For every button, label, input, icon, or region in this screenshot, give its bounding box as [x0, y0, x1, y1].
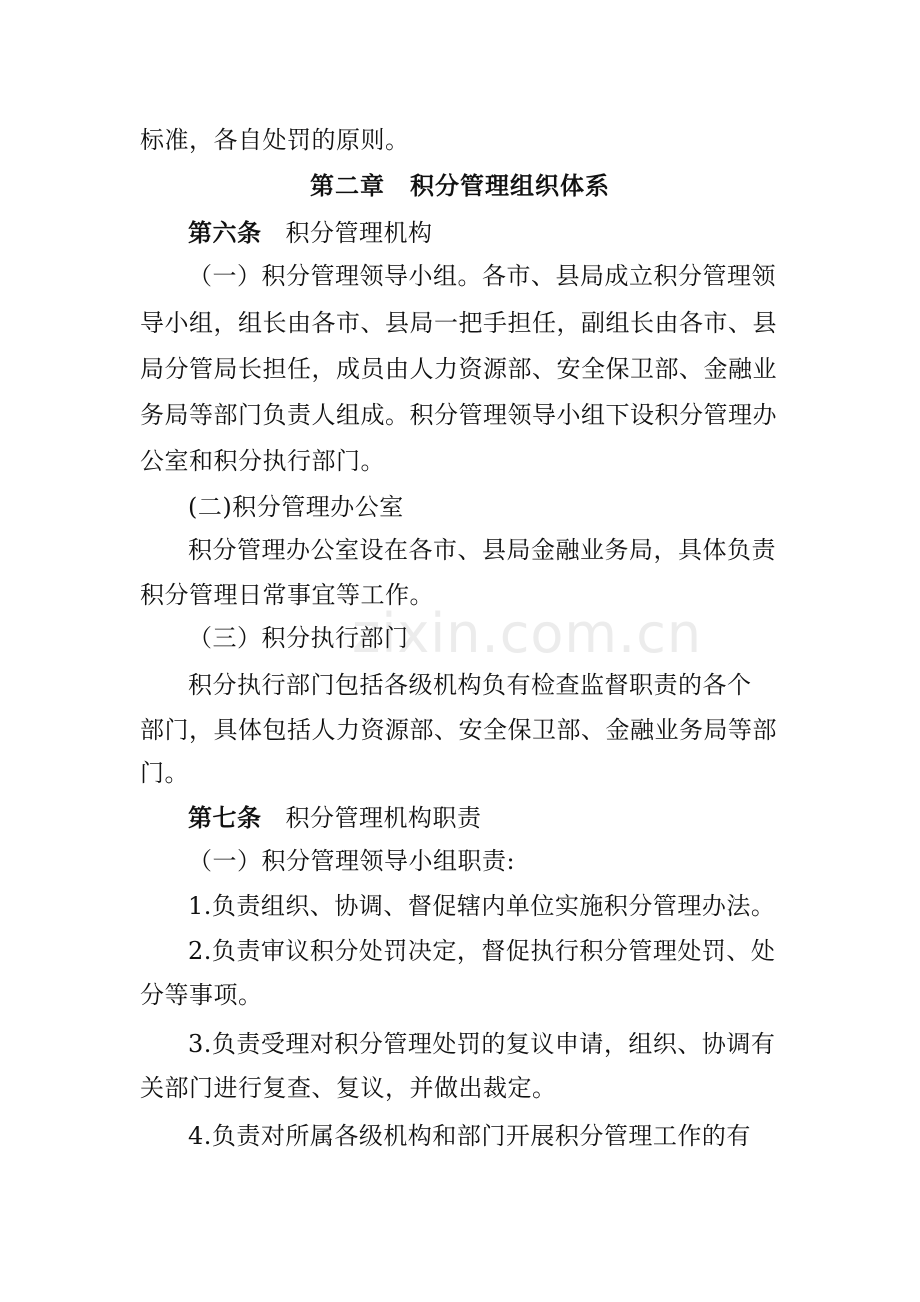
- article-7-sub1-heading: （一）积分管理领导小组职责:: [188, 847, 516, 875]
- article-6-p1-line-5: 公室和积分执行部门。: [140, 447, 385, 475]
- article-6-p3-heading: （三）积分执行部门: [188, 624, 409, 652]
- article-6-p3-line-2: 部门，具体包括人力资源部、安全保卫部、金融业务局等部: [140, 716, 777, 744]
- article-6-p1-line-3: 局分管局长担任，成员由人力资源部、安全保卫部、金融业: [140, 355, 777, 383]
- article-6-label: 第六条: [188, 219, 262, 247]
- article-7-item-3-line-2: 关部门进行复查、复议，并做出裁定。: [140, 1074, 557, 1102]
- article-6-p3-line-3: 门。: [140, 759, 189, 787]
- article-7-title: 积分管理机构职责: [285, 804, 482, 832]
- article-7-item-4-line-1: 4.负责对所属各级机构和部门开展积分管理工作的有: [188, 1122, 751, 1150]
- continuation-line: 标准，各自处罚的原则。: [140, 126, 410, 154]
- article-6-heading: [188, 218, 790, 248]
- article-7-item-3-line-1: 3.负责受理对积分管理处罚的复议申请，组织、协调有: [188, 1030, 776, 1058]
- article-6-title: 积分管理机构: [285, 219, 433, 247]
- article-6-p3-line-1: 积分执行部门包括各级机构负有检查监督职责的各个: [188, 671, 752, 699]
- article-6-p1-line-4: 务局等部门负责人组成。积分管理领导小组下设积分管理办: [140, 401, 777, 429]
- article-6-p2-line-1: 积分管理办公室设在各市、县局金融业务局，具体负责: [188, 536, 776, 564]
- article-6-p2-line-2: 积分管理日常事宜等工作。: [140, 581, 434, 609]
- article-7-item-1: 1.负责组织、协调、督促辖内单位实施积分管理办法。: [188, 892, 776, 920]
- article-7-item-2-line-1: 2.负责审议积分处罚决定，督促执行积分管理处罚、处: [188, 937, 776, 965]
- article-7-item-2-line-2: 分等事项。: [140, 981, 263, 1009]
- watermark: zixin.com.cn: [352, 602, 703, 665]
- article-7-heading: [188, 803, 790, 833]
- article-7-label: 第七条: [188, 804, 262, 832]
- article-6-p1-line-1: （一）积分管理领导小组。各市、县局成立积分管理领: [188, 262, 776, 290]
- chapter-title: 第二章 积分管理组织体系: [310, 172, 610, 200]
- article-6-p1-line-2: 导小组，组长由各市、县局一把手担任，副组长由各市、县: [140, 309, 777, 337]
- article-6-p2-heading: (二)积分管理办公室: [188, 493, 404, 521]
